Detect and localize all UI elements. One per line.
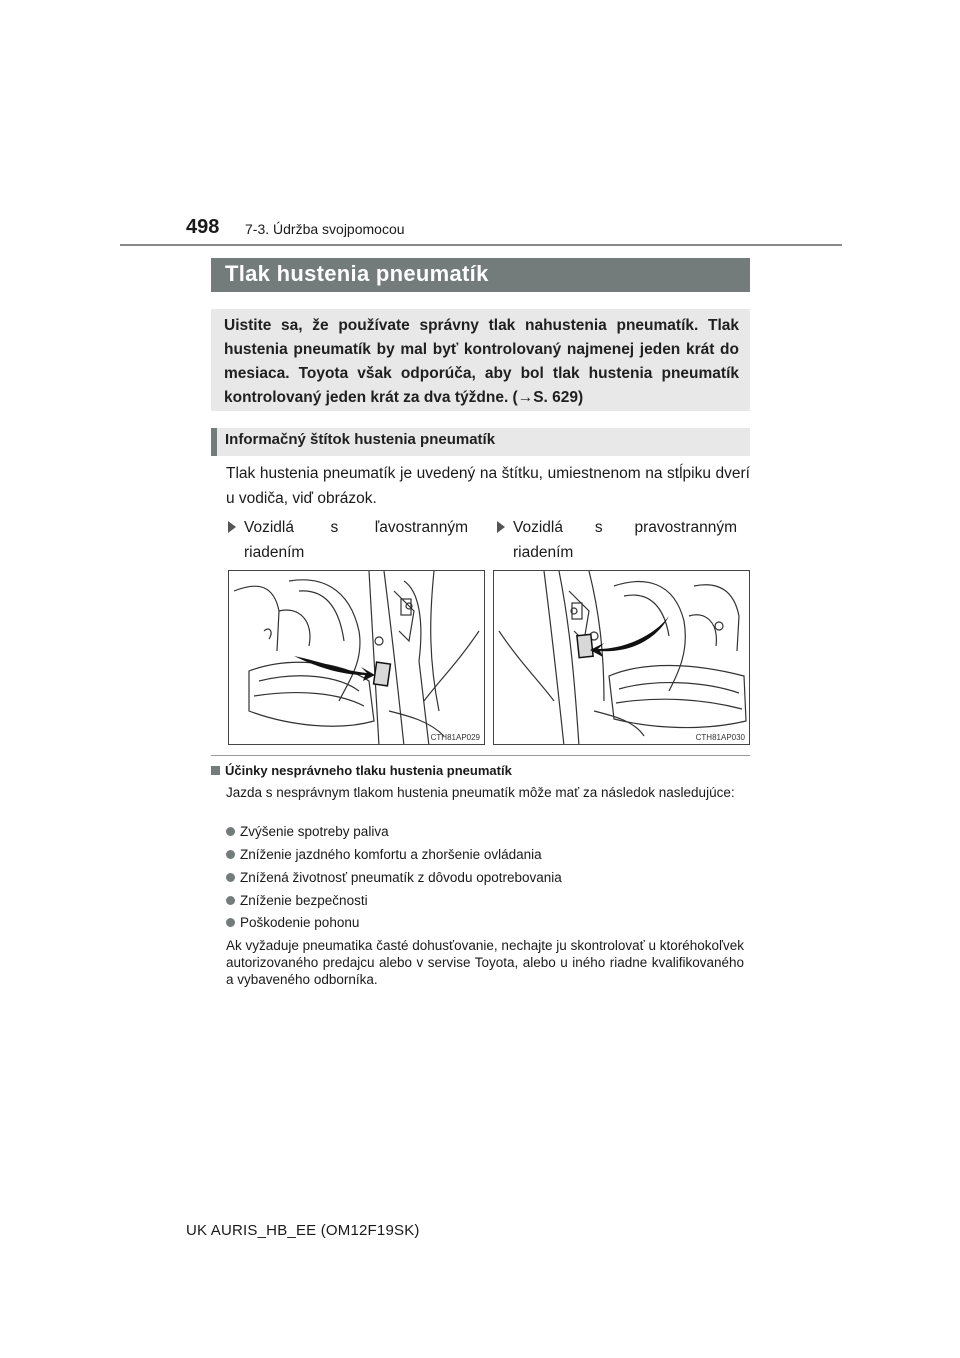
round-bullet-icon bbox=[226, 827, 235, 836]
page-number: 498 bbox=[186, 216, 220, 238]
body-paragraph: Tlak hustenia pneumatík je uvedený na štítku, umiestnenom na stĺpiku dverí u vodiča, viď obrázok. bbox=[226, 465, 750, 507]
figure-left-door-pillar bbox=[228, 570, 485, 745]
list-item: Zvýšenie spotreby paliva bbox=[226, 823, 389, 840]
list-item: Znížená životnosť pneumatík z dôvodu opotrebovania bbox=[226, 869, 562, 886]
effects-title-text: Účinky nesprávneho tlaku hustenia pneumatík bbox=[225, 763, 512, 778]
list-item: Zníženie bezpečnosti bbox=[226, 892, 368, 909]
intro-box: Uistite sa, že používate správny tlak nahustenia pneumatík. Tlak hustenia pneumatík by mal byť kontrolovaný najmenej jeden krát do mesiaca. Toyota však odporúča, aby bol tlak hustenia pneumatík kontrolovaný jeden krát za dva týždne. (→S. 629) bbox=[211, 309, 750, 411]
variant-right-hand-drive bbox=[497, 515, 737, 565]
triangle-bullet-icon bbox=[228, 521, 236, 533]
effects-lead-text: Jazda s nesprávnym tlakom hustenia pneumatík môže mať za následok nasledujúce: bbox=[226, 785, 735, 800]
triangle-bullet-icon bbox=[497, 521, 505, 533]
header-divider bbox=[120, 244, 842, 246]
round-bullet-icon bbox=[226, 850, 235, 859]
list-item: Zníženie jazdného komfortu a zhoršenie ovládania bbox=[226, 846, 542, 863]
section-title-bar: Tlak hustenia pneumatík bbox=[211, 258, 750, 292]
closing-paragraph: Ak vyžaduje pneumatika časté dohusťovanie, nechajte ju skontrolovať u ktoréhokoľvek autorizovaného predajcu alebo v servise Toyota, alebo u iného riadne kvalifikovaného a vybaveného odborníka. bbox=[226, 938, 744, 987]
section-divider bbox=[211, 755, 750, 756]
list-item: Poškodenie pohonu bbox=[226, 914, 359, 931]
round-bullet-icon bbox=[226, 896, 235, 905]
figure-right-code: CTH81AP030 bbox=[695, 733, 745, 742]
seat-pillar-illustration bbox=[229, 571, 485, 745]
round-bullet-icon bbox=[226, 918, 235, 927]
variant-left-hand-drive bbox=[228, 515, 468, 565]
variant-right-label: Vozidlá s pravostranným riadením bbox=[513, 519, 737, 561]
variant-left-label: Vozidlá s ľavostranným riadením bbox=[244, 519, 468, 561]
round-bullet-icon bbox=[226, 873, 235, 882]
square-bullet-icon bbox=[211, 766, 220, 775]
chapter-title: 7-3. Údržba svojpomocou bbox=[245, 221, 405, 237]
figure-right-door-pillar bbox=[493, 570, 750, 745]
subheading-bar: Informačný štítok hustenia pneumatík bbox=[211, 428, 750, 456]
page-footer: UK AURIS_HB_EE (OM12F19SK) bbox=[186, 1222, 420, 1239]
page-header bbox=[186, 214, 836, 244]
seat-pillar-illustration bbox=[494, 571, 750, 745]
effects-section-title bbox=[211, 763, 512, 778]
figure-left-code: CTH81AP029 bbox=[430, 733, 480, 742]
